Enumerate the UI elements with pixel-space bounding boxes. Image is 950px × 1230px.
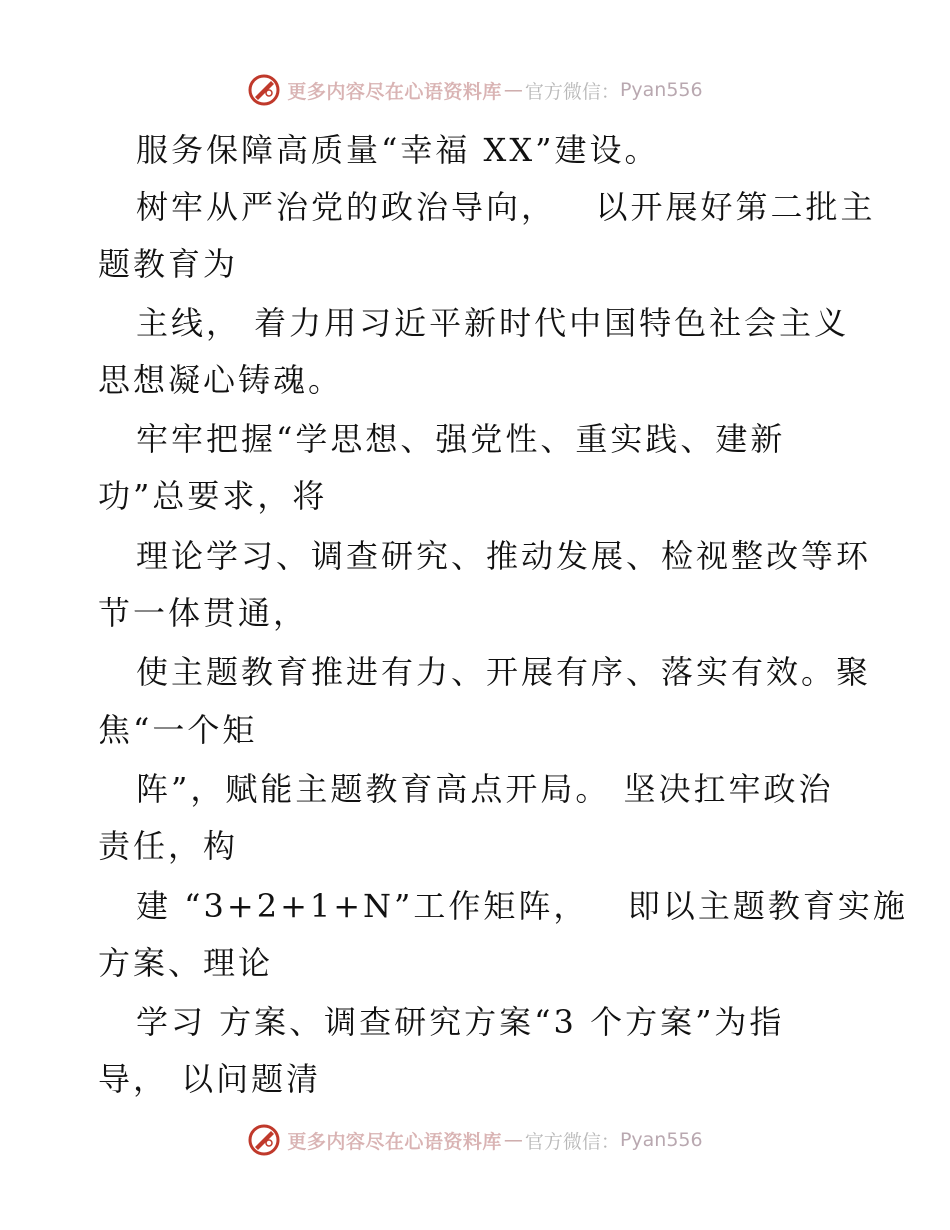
watermark-wechat-id: Pyan556 [619,1129,703,1151]
header-watermark [0,70,950,110]
watermark-main-text: 更多内容尽在心语资料库 [287,1130,502,1153]
text-line: 方案、理论 [98,944,274,982]
watermark-wechat-label: 官方微信： [524,80,620,103]
text-line: 焦“一个矩 [98,711,258,749]
brand-logo-icon [247,73,281,107]
text-line: 节一体贯通， [98,594,309,632]
text-line: 使主题教育推进有力、开展有序、落实有效。聚 [136,653,872,691]
text-line: 思想凝心铸魂。 [98,361,344,399]
text-line: 导， 以问题清 [98,1060,322,1098]
text-line: 牢牢把握“学思想、强党性、重实践、建新 [136,420,786,458]
text-line: 主线， 着力用习近平新时代中国特色社会主义 [136,304,850,342]
watermark-dash: — [503,79,523,101]
text-line: 理论学习、调查研究、推动发展、检视整改等环 [136,537,872,575]
brand-logo-icon [247,1123,281,1157]
watermark-main-text: 更多内容尽在心语资料库 [287,80,502,103]
text-line: 树牢从严治党的政治导向， 以开展好第二批主 [136,188,876,226]
text-line: 责任，构 [98,827,239,865]
text-line: 服务保障高质量“幸福 XX”建设。 [136,131,660,169]
watermark-wechat-label: 官方微信： [524,1130,620,1153]
watermark-wechat-id: Pyan556 [619,79,703,101]
watermark-dash: — [503,1129,523,1151]
footer-watermark [0,1120,950,1160]
text-line: 题教育为 [98,245,239,283]
text-line: 功”总要求，将 [98,477,328,515]
text-line: 阵”，赋能主题教育高点开局。 坚决扛牢政治 [136,770,834,808]
text-line: 建 “3+2+1+N”工作矩阵， 即以主题教育实施 [136,887,908,925]
text-line: 学习 方案、调查研究方案“3 个方案”为指 [136,1003,785,1041]
